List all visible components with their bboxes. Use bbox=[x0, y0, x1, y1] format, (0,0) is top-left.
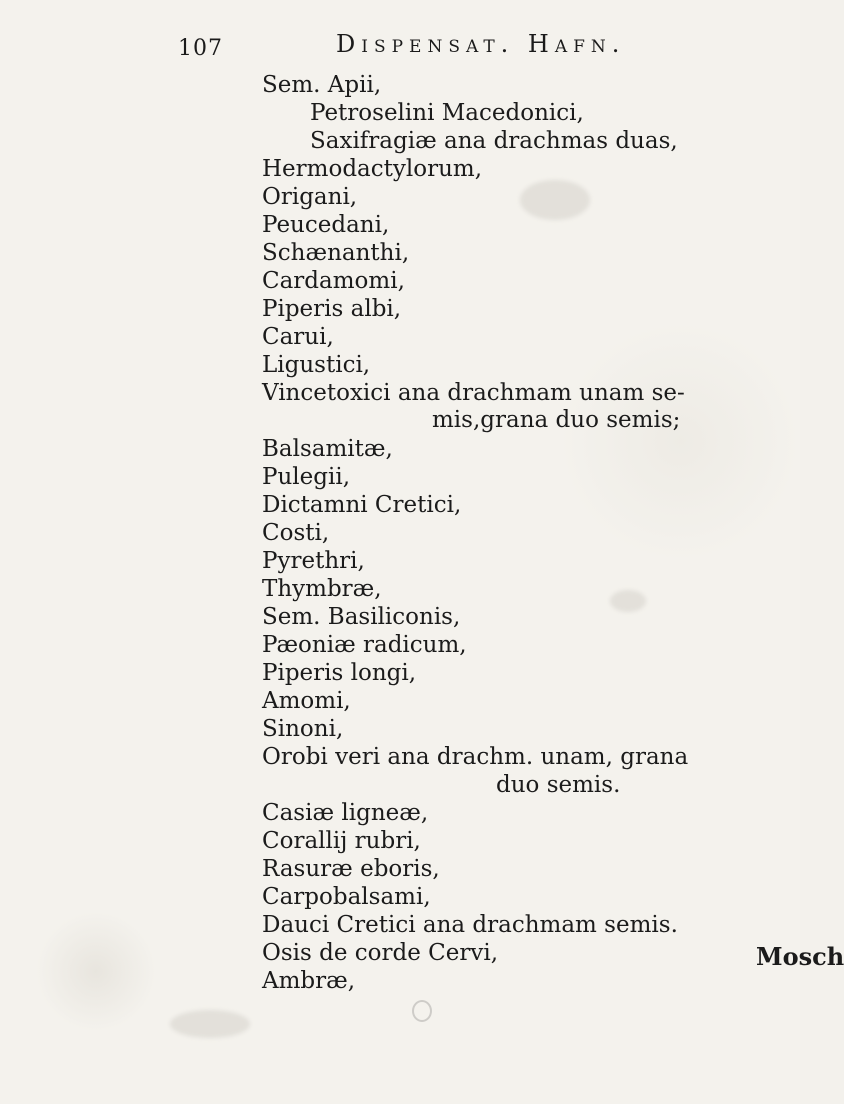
list-item: Casiæ ligneæ, bbox=[262, 800, 429, 826]
list-item: Sinoni, bbox=[262, 716, 344, 742]
list-item: Thymbræ, bbox=[262, 576, 382, 602]
list-item: Sem. Apii, bbox=[262, 72, 382, 98]
list-item-continuation: duo semis. bbox=[496, 772, 621, 798]
list-item: Piperis albi, bbox=[262, 296, 402, 322]
page-number: 107 bbox=[178, 36, 223, 61]
running-head: Dispensat. Hafn. bbox=[336, 30, 626, 58]
list-item: Balsamitæ, bbox=[262, 436, 393, 462]
list-item: Saxifragiæ ana drachmas duas, bbox=[310, 128, 678, 154]
list-item: Pulegii, bbox=[262, 464, 351, 490]
list-item: Cardamomi, bbox=[262, 268, 405, 294]
list-item: Petroselini Macedonici, bbox=[310, 100, 584, 126]
list-item: Amomi, bbox=[262, 688, 351, 714]
list-item: Hermodactylorum, bbox=[262, 156, 483, 182]
list-item: Osis de corde Cervi, bbox=[262, 940, 499, 966]
list-item: Dauci Cretici ana drachmam semis. bbox=[262, 912, 678, 938]
list-item: Dictamni Cretici, bbox=[262, 492, 462, 518]
list-item: Carui, bbox=[262, 324, 334, 350]
list-item-continuation: mis,grana duo semis; bbox=[432, 407, 681, 433]
list-item: Corallij rubri, bbox=[262, 828, 421, 854]
list-item: Vincetoxici ana drachmam unam se- bbox=[262, 380, 685, 406]
list-item: Origani, bbox=[262, 184, 358, 210]
list-item: Carpobalsami, bbox=[262, 884, 431, 910]
list-item: Ligustici, bbox=[262, 352, 371, 378]
list-item: Peucedani, bbox=[262, 212, 390, 238]
list-item: Pæoniæ radicum, bbox=[262, 632, 467, 658]
list-item: Costi, bbox=[262, 520, 330, 546]
list-item: Rasuræ eboris, bbox=[262, 856, 440, 882]
list-item: Ambræ, bbox=[262, 968, 356, 994]
list-item: Schænanthi, bbox=[262, 240, 410, 266]
list-item: Sem. Basiliconis, bbox=[262, 604, 461, 630]
list-item: Pyrethri, bbox=[262, 548, 365, 574]
list-item: Orobi veri ana drachm. unam, grana bbox=[262, 744, 689, 770]
catchword: Mosch bbox=[756, 942, 844, 971]
list-item: Piperis longi, bbox=[262, 660, 417, 686]
bleed-through-mark bbox=[412, 1000, 432, 1022]
